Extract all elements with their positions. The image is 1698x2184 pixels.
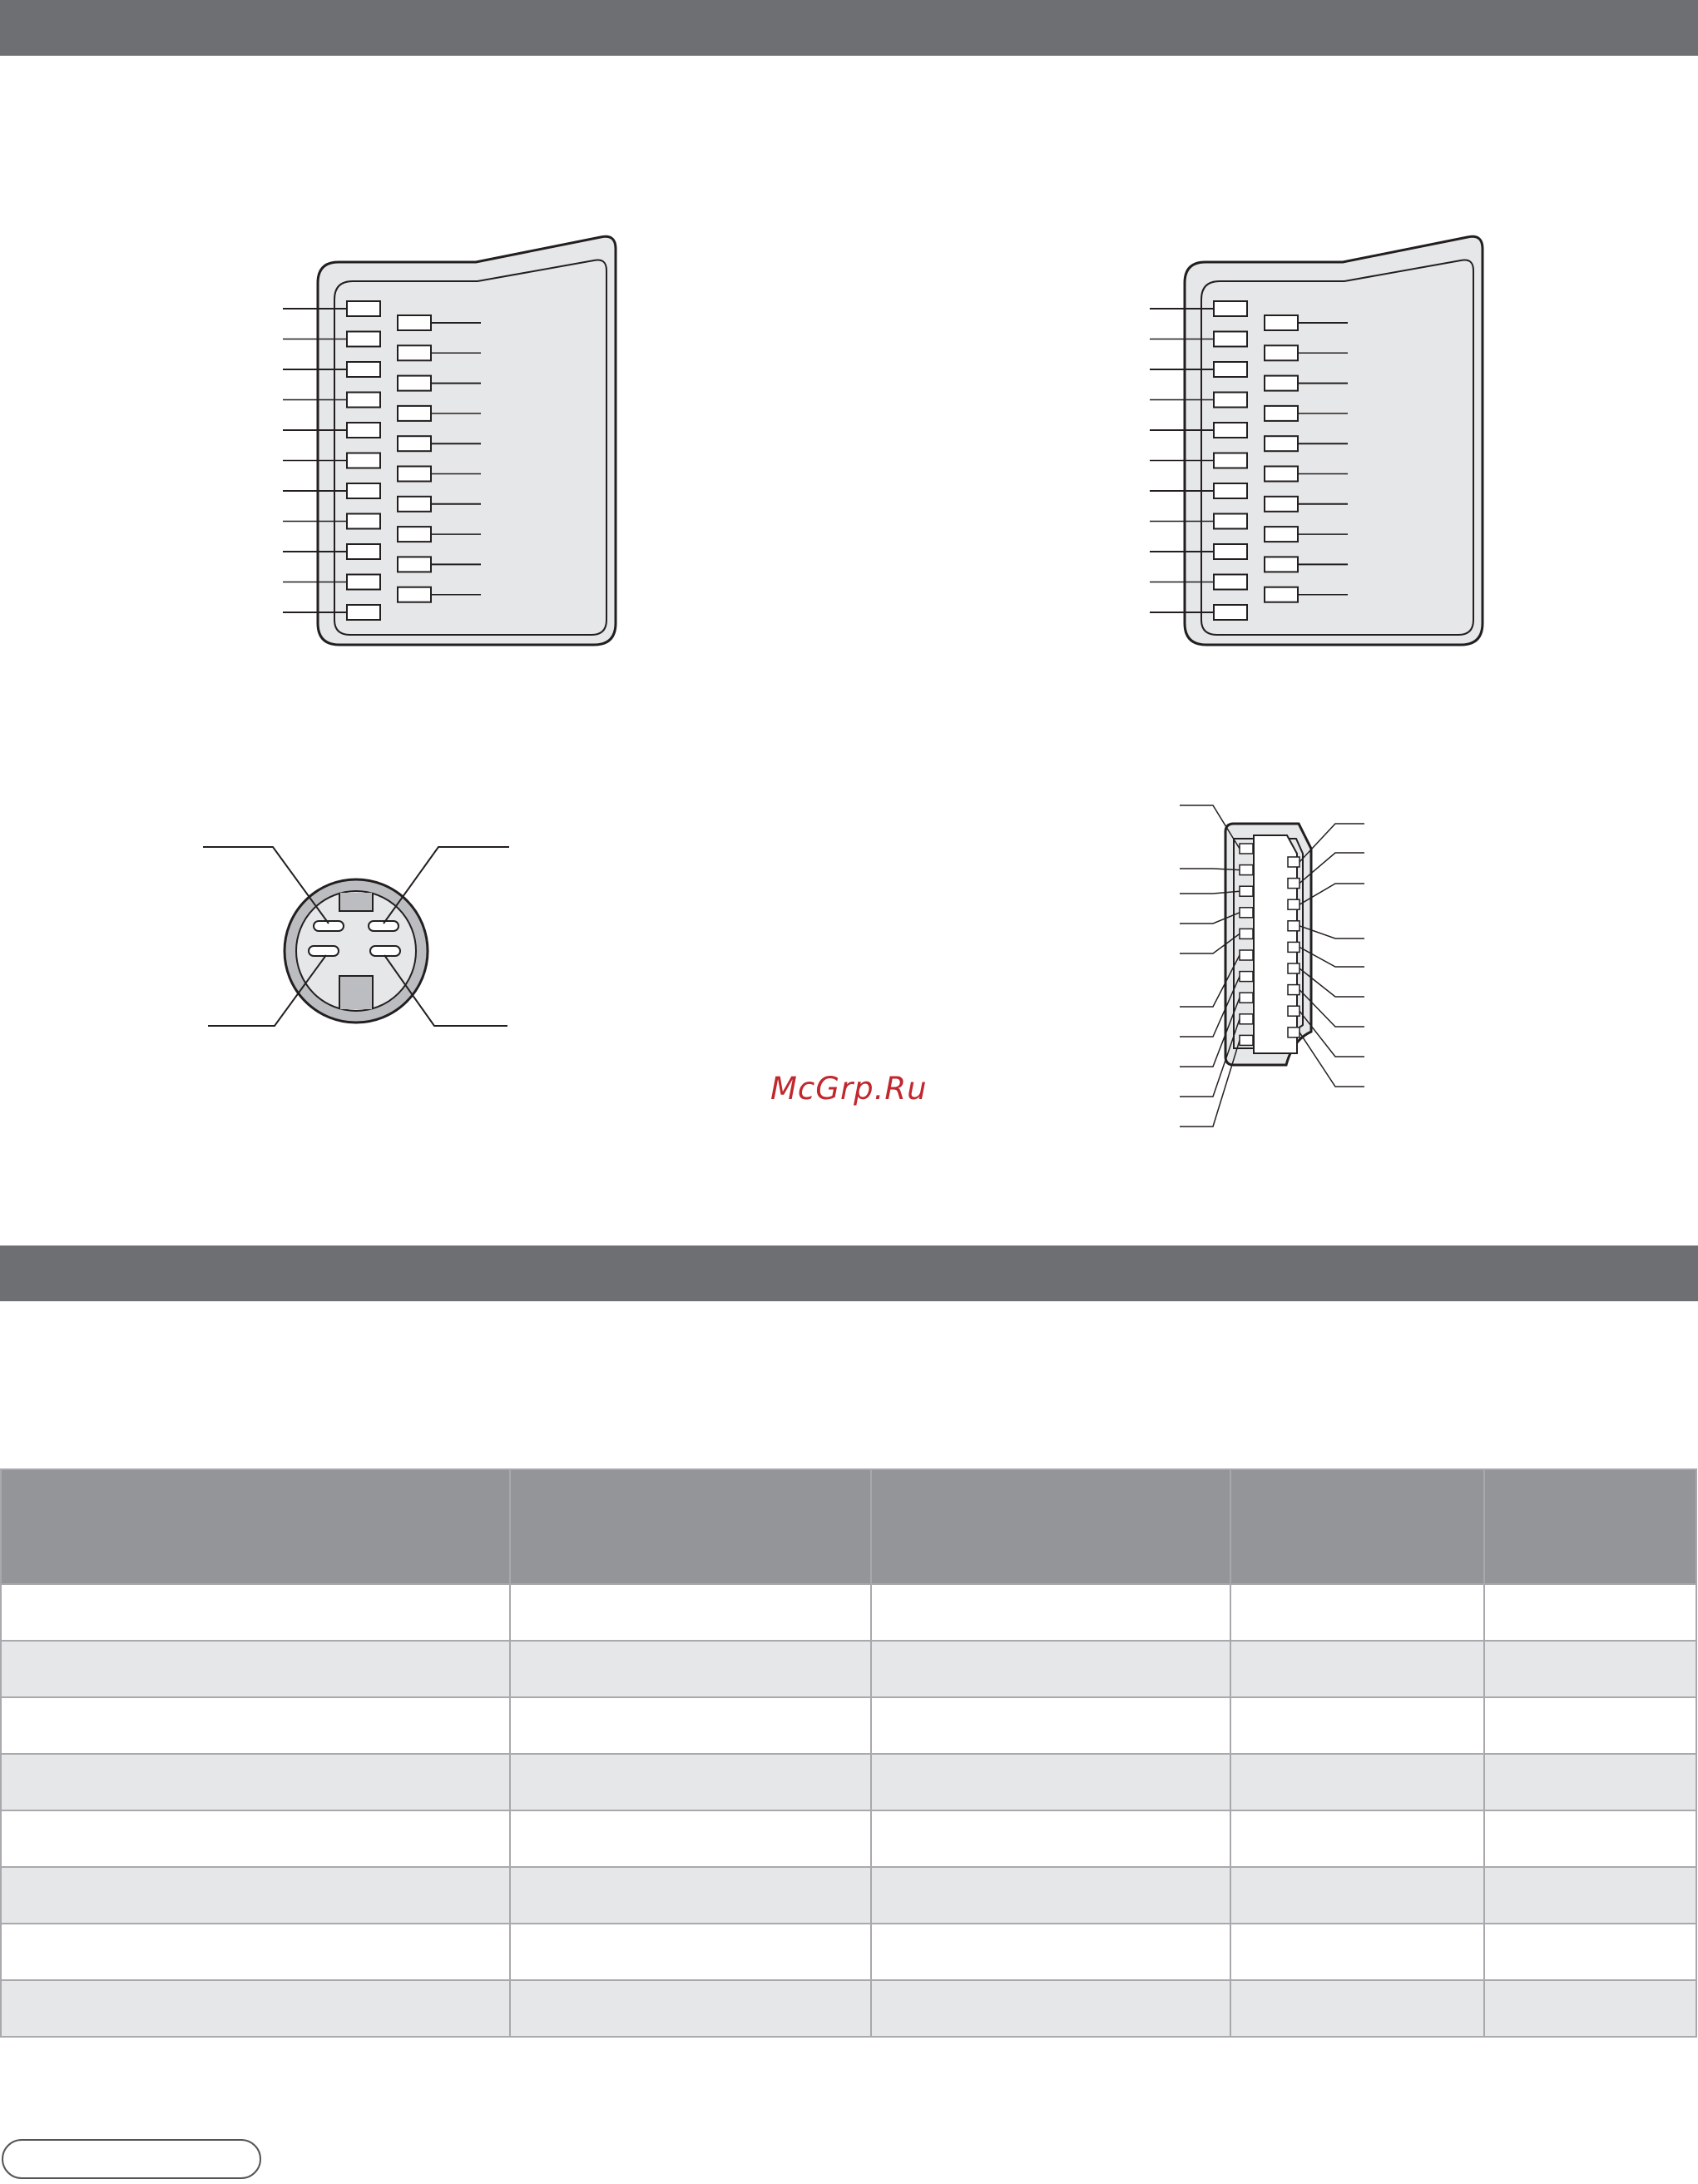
pin-leader-line [1299, 1033, 1364, 1087]
scart-pin [347, 393, 380, 408]
scart-pin [347, 301, 380, 316]
table-row [1, 1584, 1696, 1641]
key-notch [339, 893, 373, 911]
scart-pin [398, 497, 431, 512]
scart-pin [398, 436, 431, 451]
scart-pin [1214, 362, 1247, 377]
scart-pin [347, 605, 380, 620]
table-header-row [1, 1469, 1696, 1584]
scart-pin [1214, 393, 1247, 408]
hdmi-pin [1288, 942, 1299, 952]
table-cell [510, 1641, 871, 1697]
table-cell [510, 1980, 871, 2037]
table-cell [871, 1641, 1230, 1697]
scart-pin [347, 423, 380, 438]
scart-pin [1265, 345, 1298, 360]
scart-pin [1265, 497, 1298, 512]
table-cell [1230, 1697, 1484, 1754]
hdmi-pin [1288, 963, 1299, 973]
key-notch [339, 976, 373, 1009]
hdmi-pin [1288, 857, 1299, 867]
table-header-cell [871, 1469, 1230, 1584]
hdmi-pin [1288, 921, 1299, 931]
scart-pin [347, 544, 380, 559]
table-header-cell [1, 1469, 510, 1584]
scart-pin [347, 514, 380, 529]
scart-pin [1214, 423, 1247, 438]
scart-pin [1265, 527, 1298, 542]
table-cell [1, 1980, 510, 2037]
hdmi-pin [1240, 865, 1253, 875]
s-video-pin [370, 946, 400, 956]
hdmi-pin [1288, 1028, 1299, 1038]
hdmi-pin [1240, 886, 1253, 896]
table-cell [510, 1867, 871, 1924]
table-row [1, 1754, 1696, 1810]
scart-pin [347, 453, 380, 468]
table-cell [1484, 1697, 1696, 1754]
table-row [1, 1924, 1696, 1980]
s-video-pin [309, 946, 339, 956]
table-row [1, 1641, 1696, 1697]
table-cell [1, 1641, 510, 1697]
table-cell [871, 1754, 1230, 1810]
table-cell [1484, 1584, 1696, 1641]
footer-page-label [2, 2139, 261, 2179]
scart-pin [1214, 514, 1247, 529]
table-cell [1484, 1867, 1696, 1924]
hdmi-pin [1240, 1014, 1253, 1024]
hdmi-pin [1240, 972, 1253, 982]
scart-pin [347, 332, 380, 347]
table-cell [1230, 1754, 1484, 1810]
scart-pin [1214, 575, 1247, 590]
table-cell [1484, 1754, 1696, 1810]
scart-pin [398, 557, 431, 572]
scart-pin [1265, 406, 1298, 421]
scart-pin [1214, 453, 1247, 468]
scart-pin [347, 362, 380, 377]
scart-pin [1214, 605, 1247, 620]
table-cell [1484, 1980, 1696, 2037]
table-row [1, 1867, 1696, 1924]
scart-pin [398, 406, 431, 421]
table-cell [871, 1980, 1230, 2037]
hdmi-pin [1288, 879, 1299, 889]
table-row [1, 1980, 1696, 2037]
scart-pin [347, 575, 380, 590]
scart-pin [398, 376, 431, 391]
scart-pin [1214, 544, 1247, 559]
spec-table [0, 1468, 1697, 2038]
table-cell [1230, 1641, 1484, 1697]
table-row [1, 1810, 1696, 1867]
table-cell [1484, 1810, 1696, 1867]
scart-pin [1214, 483, 1247, 498]
section-bar [0, 1246, 1698, 1301]
table-cell [871, 1697, 1230, 1754]
scart-pin [1214, 332, 1247, 347]
scart-pin [398, 315, 431, 330]
hdmi-pin [1240, 1035, 1253, 1045]
table-cell [871, 1810, 1230, 1867]
scart-pin [398, 587, 431, 602]
hdmi-pin [1240, 993, 1253, 1003]
table-header-cell [1230, 1469, 1484, 1584]
table-cell [1230, 1980, 1484, 2037]
scart-pin [1265, 315, 1298, 330]
table-cell [1230, 1867, 1484, 1924]
table-cell [510, 1754, 871, 1810]
table-cell [510, 1697, 871, 1754]
table-cell [510, 1924, 871, 1980]
table-cell [1, 1697, 510, 1754]
table-cell [1, 1810, 510, 1867]
table-cell [871, 1867, 1230, 1924]
table-cell [1, 1584, 510, 1641]
table-cell [1484, 1641, 1696, 1697]
table-cell [510, 1584, 871, 1641]
scart-connector-1 [283, 236, 616, 645]
scart-pin [398, 467, 431, 482]
scart-connector-2 [1150, 236, 1483, 645]
table-cell [871, 1584, 1230, 1641]
scart-pin [1265, 467, 1298, 482]
table-cell [1230, 1924, 1484, 1980]
hdmi-pin [1288, 1006, 1299, 1016]
table-header-cell [1484, 1469, 1696, 1584]
table-header-cell [510, 1469, 871, 1584]
table-cell [1484, 1924, 1696, 1980]
table-cell [510, 1810, 871, 1867]
hdmi-pin [1288, 899, 1299, 909]
table-cell [1, 1867, 510, 1924]
table-cell [1230, 1810, 1484, 1867]
table-cell [1, 1754, 510, 1810]
scart-pin [398, 527, 431, 542]
table-cell [871, 1924, 1230, 1980]
s-video-connector [203, 847, 509, 1026]
hdmi-pin [1240, 929, 1253, 938]
watermark: McGrp.Ru [770, 1071, 928, 1107]
table-cell [1230, 1584, 1484, 1641]
table-cell [1, 1924, 510, 1980]
hdmi-pin [1240, 908, 1253, 918]
scart-pin [1265, 557, 1298, 572]
scart-pin [1265, 436, 1298, 451]
table-row [1, 1697, 1696, 1754]
hdmi-pin [1288, 985, 1299, 995]
scart-pin [1214, 301, 1247, 316]
scart-pin [1265, 587, 1298, 602]
hdmi-pin [1240, 950, 1253, 960]
scart-pin [347, 483, 380, 498]
hdmi-connector [1180, 805, 1364, 1127]
hdmi-pin [1240, 844, 1253, 854]
scart-pin [1265, 376, 1298, 391]
scart-pin [398, 345, 431, 360]
